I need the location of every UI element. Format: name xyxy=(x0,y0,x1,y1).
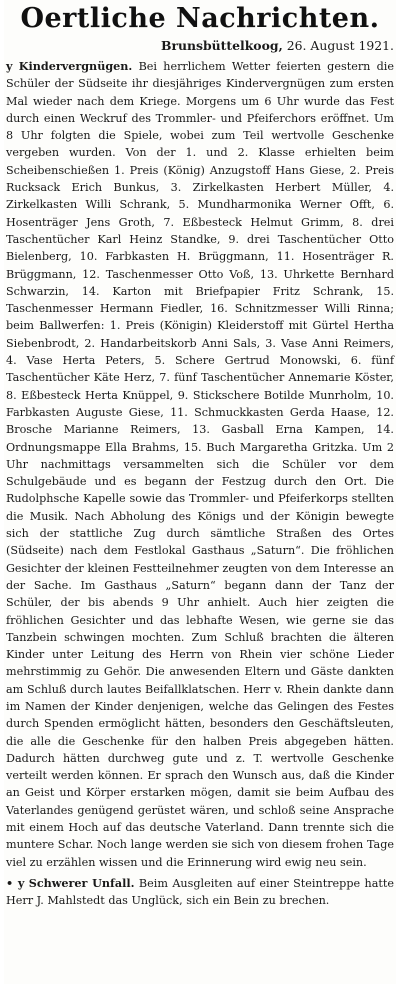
article-paragraph xyxy=(6,58,394,871)
newspaper-column xyxy=(4,0,396,984)
article-marker: • y xyxy=(6,875,25,890)
headline: Oertliche Nachrichten. xyxy=(20,3,380,34)
article-kindervergnuegen xyxy=(6,58,394,871)
article-kicker: Schwerer Unfall. xyxy=(28,875,135,890)
dateline-date: 26. August 1921. xyxy=(286,38,394,53)
dateline-place: Brunsbüttelkoog, xyxy=(161,38,283,53)
article-body: Beim Ausgleiten auf einer Steintreppe hatte Herr J. Mahlstedt das Unglück, sich ein Bein zu brechen. xyxy=(6,876,394,908)
dateline xyxy=(4,37,394,55)
article-marker: y xyxy=(6,59,13,73)
article-paragraph xyxy=(6,875,394,910)
article-kicker: Kindervergnügen. xyxy=(18,59,133,73)
article-schwerer-unfall xyxy=(6,875,394,910)
article-body: Bei herrlichem Wetter feierten gestern die Schüler der Südseite ihr diesjähriges Kindervergnügen zum ersten Mal wieder nach dem Kriege. Morgens um 6 Uhr wurde das Fest durch einen Weckruf des Trommler- und Pfeiferchors eröffnet. Um 8 Uhr folgten die Spiele, wobei zum Teil wertvolle Geschenke vergeben wurden. Von der 1. und 2. Klasse erhielten beim Scheibenschießen 1. Preis (König) Anzugstoff Hans Giese, 2. Preis Rucksack Erich Bunkus, 3. Zirkelkasten Herbert Müller, 4. Zirkelkasten Willi Schrank, 5. Mundharmonika Werner Offt, 6. Hosenträger Jens Groth, 7. Eßbesteck Helmut Grimm, 8. drei Taschentücher Karl Heinz Standke, 9. drei Taschentücher Otto Bielenberg, 10. Farbkasten H. Brüggmann, 11. Hosenträger R. Brüggmann, 12. Taschenmesser Otto Voß, 13. Uhrkette Bernhard Schwarzin, 14. Karton mit Briefpapier Fritz Schrank, 15. Taschenmesser Hermann Fiedler, 16. Schnitzmesser Willi Rinna; beim Ballwerfen: 1. Preis (Königin) Kleiderstoff mit Gürtel Hertha Siebenbrodt, 2. Handarbeitskorb Anni Sals, 3. Vase Anni Reimers, 4. Vase Herta Peters, 5. Schere Gertrud Monowski, 6. fünf Taschentücher Käte Herz, 7. fünf Taschentücher Annemarie Köster, 8. Eßbesteck Herta Knüppel, 9. Stickschere Botilde Munrholm, 10. Farbkasten Auguste Giese, 11. Schmuckkasten Gerda Haase, 12. Brosche Marianne Reimers, 13. Gasball Erna Kampen, 14. Ordnungsmappe Ella Brahms, 15. Buch Margaretha Gritzka. Um 2 Uhr nachmittags versammelten sich die Schüler vor dem Schulgebäude und es begann der Festzug durch den Ort. Die Rudolphsche Kapelle sowie das Trommler- und Pfeiferkorps stellten die Musik. Nach Abholung des Königs und der Königin bewegte sich der stattliche Zug durch sämtliche Straßen des Ortes (Südseite) nach dem Festlokal Gasthaus „Saturn“. Die fröhlichen Gesichter der kleinen Festteilnehmer zeugten von dem Interesse an der Sache. Im Gasthaus „Saturn“ begann dann der Tanz der Schüler, der bis abends 9 Uhr anhielt. Auch hier zeigten die fröhlichen Gesichter und das lebhafte Wesen, wie gerne sie das Tanzbein schwingen mochten. Zum Schluß brachten die älteren Kinder unter Leitung des Herrn von Rhein vier schöne Lieder mehrstimmig zu Gehör. Die anwesenden Eltern und Gäste dankten am Schluß durch lautes Beifallklatschen. Herr v. Rhein dankte dann im Namen der Kinder denjenigen, welche das Gelingen des Festes durch Spenden ermöglicht hätten, besonders den Geschäftsleuten, die alle die Geschenke für den halben Preis abgegeben hätten. Dadurch hätten durchweg gute und z. T. wertvolle Geschenke verteilt werden können. Er sprach den Wunsch aus, daß die Kinder an Geist und Körper erstarken mögen, damit sie beim Aufbau des Vaterlandes genügend gerüstet wären, und schloß seine Ansprache mit einem Hoch auf das deutsche Vaterland. Dann trennte sich die muntere Schar. Noch lange werden sie sich von diesem frohen Tage viel zu erzählen wissen und die Erinnerung wird ewig neu sein. xyxy=(6,60,394,869)
